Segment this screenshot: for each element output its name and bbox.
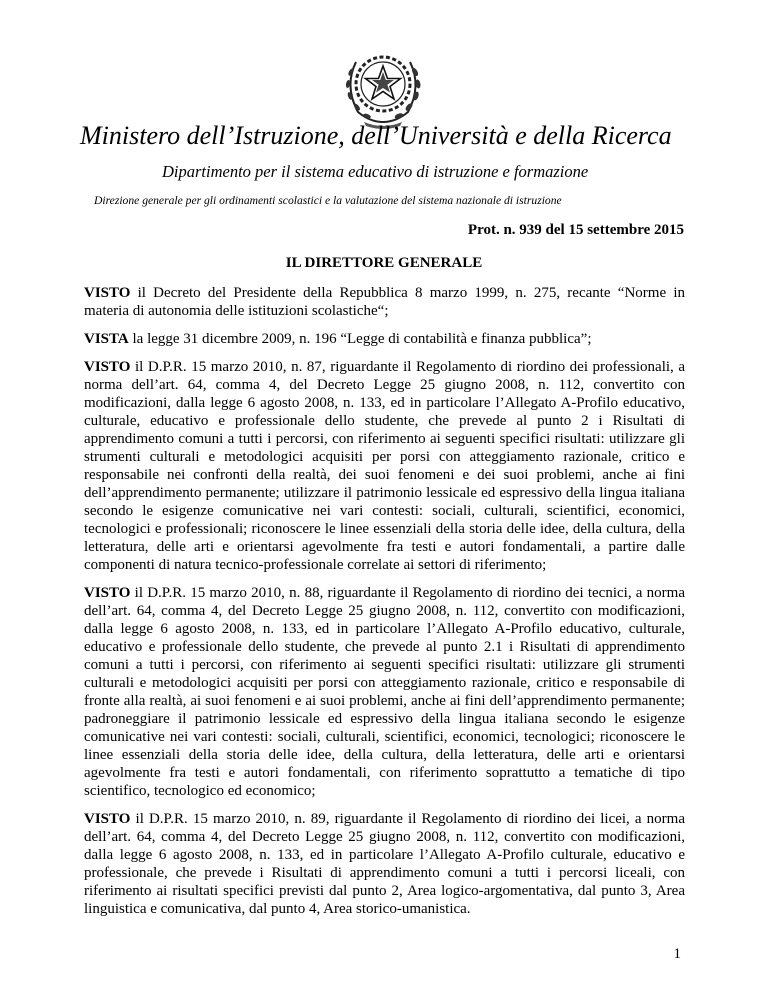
- paragraph-text: il D.P.R. 15 marzo 2010, n. 87, riguardante il Regolamento di riordino dei professionali, a norma dell’art. 64, comma 4, del Decreto Legge 25 giugno 2008, n. 112, convertito con modificazioni, dalla legge 6 agosto 2008, n. 133, ed in particolare l’Allegato A-Profilo educativo, culturale, educativo e professionale dello studente, che prevede al punto 2 i Risultati di apprendimento comuni a tutti i percorsi, con riferimento ai seguenti specifici risultati: utilizzare gli strumenti culturali e metodologici acquisiti per porsi con atteggiamento razionale, critico e responsabile nei confronti della realtà, dei suoi fenomeni e dei suoi problemi, anche ai fini dell’apprendimento permanente; utilizzare il patrimonio lessicale ed espressivo della lingua italiana secondo le esigenze comunicative nei vari contesti: sociali, culturali, scientifici, economici, tecnologici e professionali; riconoscere le linee essenziali della storia delle idee, della cultura, della letteratura, delle arti e orientarsi agevolmente fra testi e autori fondamentali, a partire dalle componenti di natura tecnico-professionale correlate ai settori di riferimento;: [84, 359, 685, 573]
- directorate-name: Direzione generale per gli ordinamenti scolastici e la valutazione del sistema nazionale di istruzione: [94, 194, 562, 207]
- paragraph: [84, 584, 685, 800]
- paragraph-lead: VISTO: [84, 585, 131, 601]
- paragraph-text: il D.P.R. 15 marzo 2010, n. 89, riguardante il Regolamento di riordino dei licei, a norma dell’art. 64, comma 4, del Decreto Legge 25 giugno 2008, n. 112, convertito con modificazioni, dalla legge 6 agosto 2008, n. 133, ed in particolare l’Allegato A-Profilo culturale, educativo e professionale, che prevede i Risultati di apprendimento comuni a tutti i percorsi liceali, con riferimento ai risultati specifici previsti dal punto 2, Area logico-argomentativa, dal punto 3, Area linguistica e comunicativa, dal punto 4, Area storico-umanistica.: [84, 811, 685, 917]
- paragraph-text: la legge 31 dicembre 2009, n. 196 “Legge di contabilità e finanza pubblica”;: [128, 331, 592, 347]
- department-name: Dipartimento per il sistema educativo di istruzione e formazione: [162, 162, 589, 181]
- paragraph-lead: VISTO: [84, 285, 131, 301]
- paragraph: [84, 330, 685, 348]
- italian-republic-emblem-icon: [334, 42, 432, 130]
- paragraph: [84, 810, 685, 918]
- paragraph: [84, 284, 685, 320]
- paragraph-lead: VISTO: [84, 359, 131, 375]
- document-body: [84, 284, 685, 928]
- document-title: IL DIRETTORE GENERALE: [285, 255, 483, 271]
- paragraph: [84, 358, 685, 574]
- paragraph-lead: VISTA: [84, 331, 129, 347]
- ministry-name: Ministero dell’Istruzione, dell’Università e della Ricerca: [80, 121, 672, 150]
- paragraph-text: il D.P.R. 15 marzo 2010, n. 88, riguardante il Regolamento di riordino dei tecnici, a norma dell’art. 64, comma 4, del Decreto Legge 25 giugno 2008, n. 112, convertito con modificazioni, dalla legge 6 agosto 2008, n. 133, ed in particolare l’Allegato A-Profilo educativo, culturale, educativo e professionale dello studente, che prevede al punto 2.1 i Risultati di apprendimento comuni a tutti i percorsi, con riferimento ai seguenti specifici risultati: utilizzare gli strumenti culturali e metodologici acquisiti per porsi con atteggiamento razionale, critico e responsabile di fronte alla realtà, ai suoi fenomeni e ai suoi problemi, anche ai fini dell’apprendimento permanente; padroneggiare il patrimonio lessicale ed espressivo della lingua italiana secondo le esigenze comunicative nei vari contesti: sociali, culturali, scientifici, economici, tecnologici; riconoscere le linee essenziali della storia delle idee, della cultura, della letteratura, delle arti e orientarsi agevolmente fra testi e autori fondamentali, con riferimento soprattutto a tematiche di tipo scientifico, tecnologico ed economico;: [84, 585, 685, 799]
- paragraph-lead: VISTO: [84, 811, 131, 827]
- page-number: 1: [673, 946, 681, 962]
- protocol-number: Prot. n. 939 del 15 settembre 2015: [467, 222, 684, 238]
- paragraph-text: il Decreto del Presidente della Repubblica 8 marzo 1999, n. 275, recante “Norme in materia di autonomia delle istituzioni scolastiche“;: [84, 285, 685, 319]
